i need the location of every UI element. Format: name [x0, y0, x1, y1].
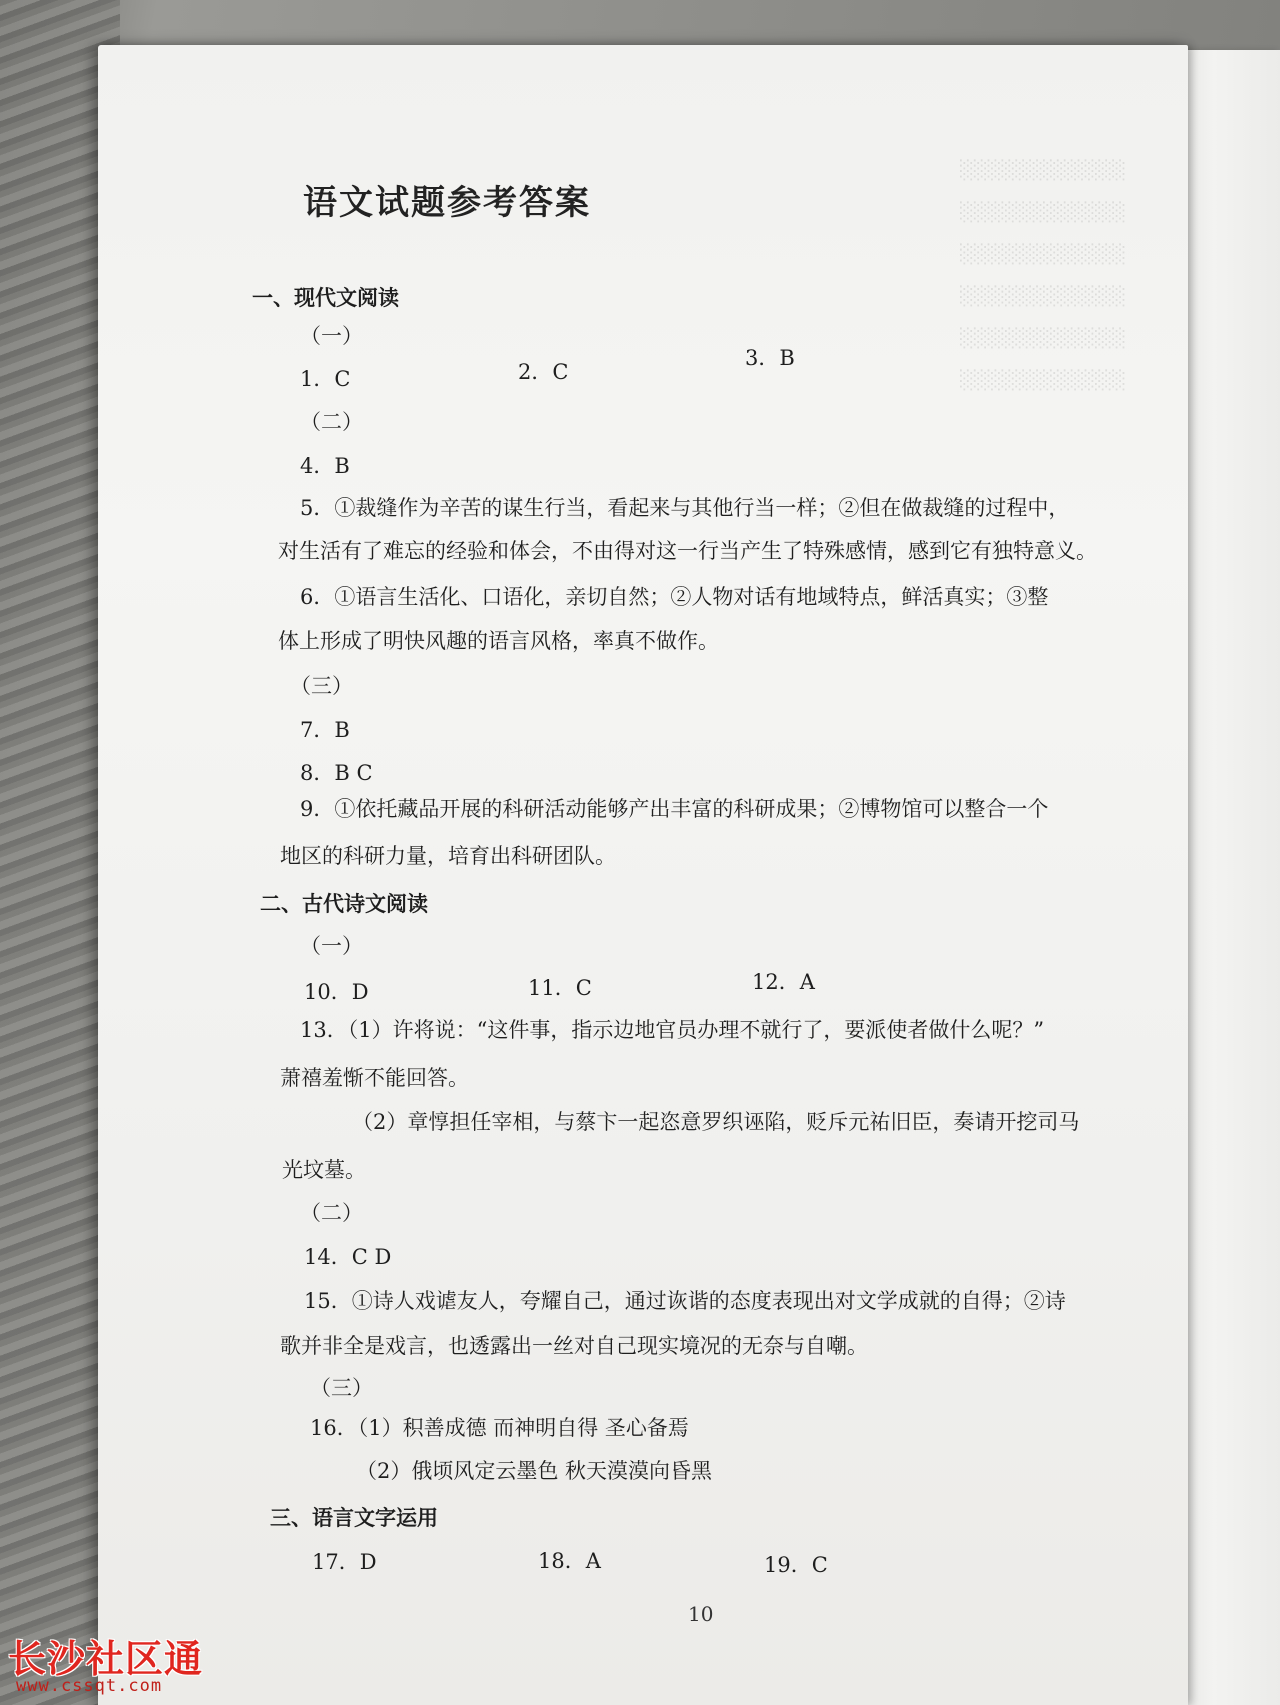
answer-text-line: 体上形成了明快风趣的语言风格，率真不做作。 — [278, 629, 719, 653]
answer-text-line: 5．①裁缝作为辛苦的谋生行当，看起来与其他行当一样；②但在做裁缝的过程中， — [300, 496, 1070, 520]
bleed-through-text: ░░░░░░░░░░░░ ░░░░░░░░░░░░ ░░░░░░░░░░░░ ░░░░░░░░░░░░ ░░░░░░░░░░░░ ░░░░░░░░░░░░ — [960, 160, 1127, 391]
answer-text-line: 6．①语言生活化、口语化，亲切自然；②人物对话有地域特点，鲜活真实；③整 — [300, 585, 1049, 609]
answer-item: 19．C — [764, 1553, 828, 1577]
page-title: 语文试题参考答案 — [303, 183, 591, 223]
answer-item: 4．B — [300, 454, 350, 478]
answer-item: 17．D — [312, 1550, 377, 1574]
part-label: （一） — [300, 934, 363, 958]
answer-text-line: （2）俄顷风定云墨色 秋天漠漠向昏黑 — [356, 1459, 713, 1483]
part-label: （二） — [300, 1201, 363, 1225]
part-label: （一） — [300, 324, 363, 348]
answer-item: 2．C — [518, 360, 569, 384]
answer-item: 10．D — [304, 980, 369, 1004]
answer-text-line: 萧禧羞惭不能回答。 — [280, 1066, 469, 1090]
answer-text-line: 15．①诗人戏谑友人，夸耀自己，通过诙谐的态度表现出对文学成就的自得；②诗 — [304, 1289, 1066, 1313]
answer-item: 7．B — [300, 718, 350, 742]
site-watermark — [8, 1628, 218, 1700]
answer-text-line: 16．（1）积善成德 而神明自得 圣心备焉 — [310, 1416, 689, 1440]
section-heading-language-use: 三、语言文字运用 — [270, 1506, 438, 1530]
answer-item: 14．C D — [304, 1245, 392, 1269]
answer-item: 12．A — [752, 970, 815, 994]
answer-text-line: （2）章惇担任宰相，与蔡卞一起恣意罗织诬陷，贬斥元祐旧臣，奏请开挖司马 — [352, 1110, 1080, 1134]
answer-text-line: 光坟墓。 — [282, 1158, 366, 1182]
answer-item: 11．C — [528, 976, 592, 1000]
answer-text-line: 13．（1）许将说：“这件事，指示边地官员办理不就行了，要派使者做什么呢？” — [300, 1018, 1045, 1042]
page-number: 10 — [688, 1602, 714, 1626]
answer-text-line: 对生活有了难忘的经验和体会，不由得对这一行当产生了特殊感情，感到它有独特意义。 — [278, 539, 1097, 563]
answer-item: 8．B C — [300, 761, 373, 785]
answer-item: 3．B — [745, 346, 795, 370]
answer-text-line: 9．①依托藏品开展的科研活动能够产出丰富的科研成果；②博物馆可以整合一个 — [300, 797, 1049, 821]
answer-item: 18．A — [538, 1549, 601, 1573]
section-heading-modern-reading: 一、现代文阅读 — [252, 286, 399, 310]
watermark-url: www.cssqt.com — [16, 1676, 163, 1696]
answer-item: 1．C — [300, 367, 351, 391]
watermark-logo: 长沙社区通 — [8, 1637, 204, 1681]
part-label: （三） — [310, 1376, 373, 1400]
answer-text-line: 地区的科研力量，培育出科研团队。 — [280, 844, 616, 868]
answer-text-line: 歌并非全是戏言，也透露出一丝对自己现实境况的无奈与自嘲。 — [280, 1334, 868, 1358]
section-heading-classical-reading: 二、古代诗文阅读 — [260, 892, 428, 916]
part-label: （三） — [290, 674, 353, 698]
part-label: （二） — [300, 410, 363, 434]
